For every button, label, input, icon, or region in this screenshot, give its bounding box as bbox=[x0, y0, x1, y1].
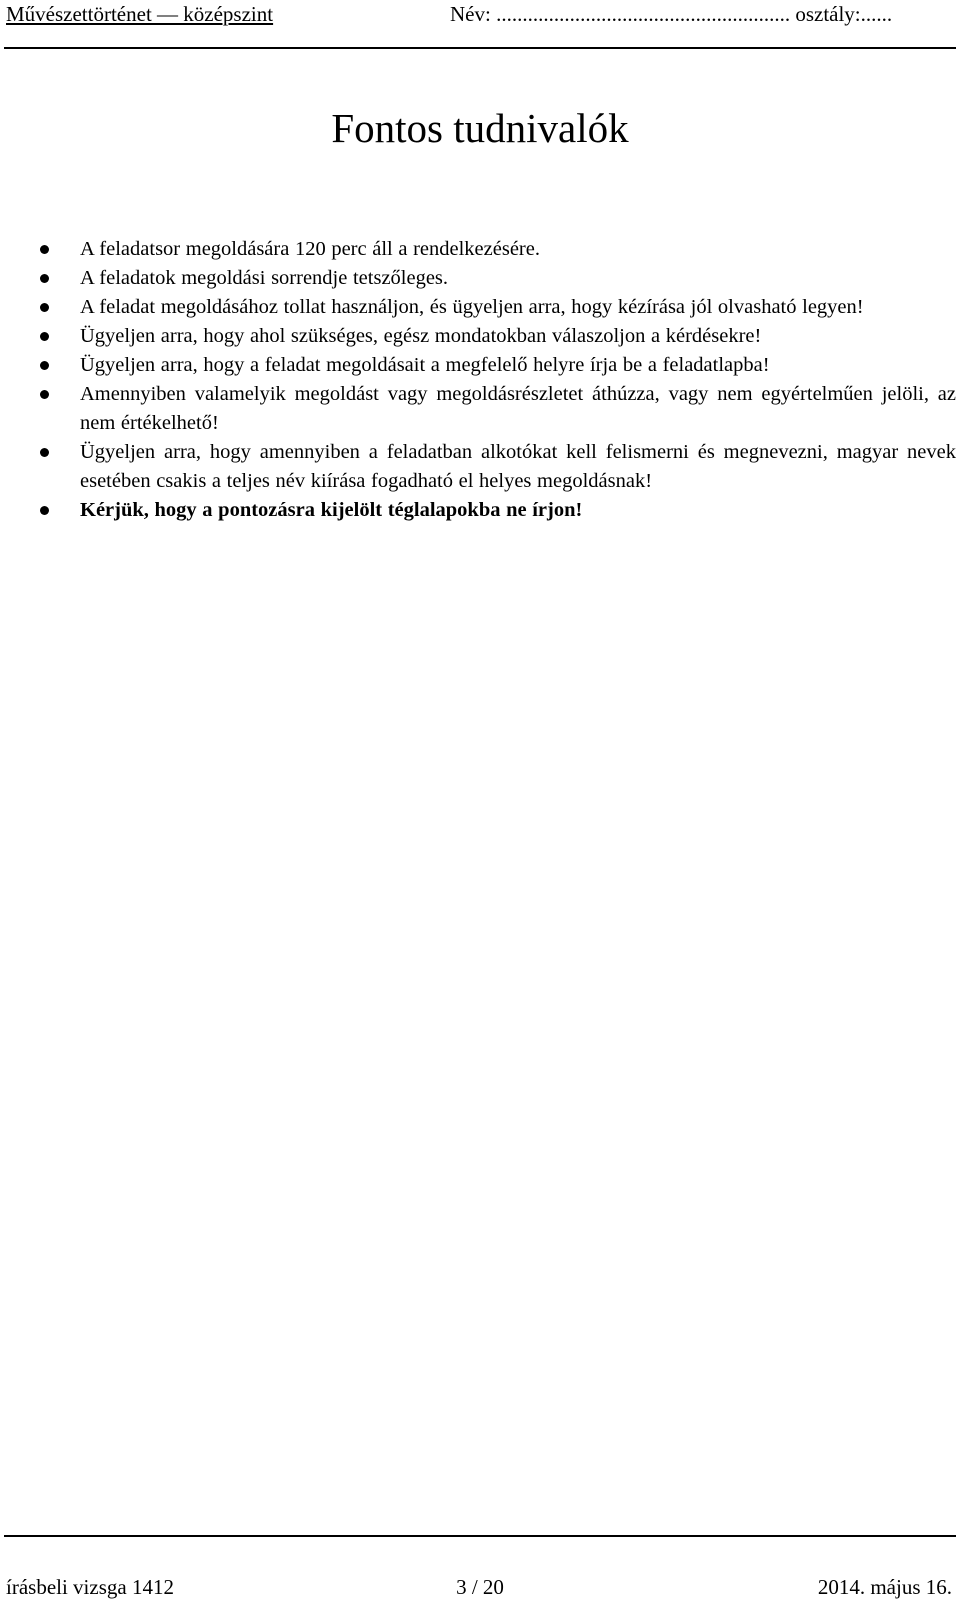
bullet-icon bbox=[40, 390, 49, 399]
header-subject: Művészettörténet — középszint bbox=[6, 2, 274, 26]
page-header bbox=[0, 0, 960, 52]
bullet-icon bbox=[40, 303, 49, 312]
notes-list bbox=[36, 235, 956, 525]
bullet-icon bbox=[40, 506, 49, 515]
bullet-icon bbox=[40, 274, 49, 283]
footer-page-number: 3 / 20 bbox=[456, 1575, 504, 1599]
note-item bbox=[36, 351, 956, 380]
note-item bbox=[36, 264, 956, 293]
note-item bbox=[36, 235, 956, 264]
note-text: Kérjük, hogy a pontozásra kijelölt téglalapokba ne írjon! bbox=[80, 499, 583, 521]
page-title: Fontos tudnivalók bbox=[331, 105, 629, 151]
footer-date: 2014. május 16. bbox=[817, 1575, 952, 1599]
footer-rule bbox=[4, 1535, 956, 1537]
note-text: Ügyeljen arra, hogy amennyiben a feladatban alkotókat kell felismerni és megnevezni, magyar nevek esetében csakis a teljes név kiírása fogadható el helyes megoldásnak! bbox=[80, 441, 956, 492]
note-item-important bbox=[36, 496, 956, 525]
note-text: A feladatsor megoldására 120 perc áll a rendelkezésére. bbox=[80, 238, 540, 260]
bullet-icon bbox=[40, 361, 49, 370]
note-text: Amennyiben valamelyik megoldást vagy megoldásrészletet áthúzza, vagy nem egyértelműen jelöli, az nem értékelhető! bbox=[80, 383, 956, 434]
bullet-icon bbox=[40, 332, 49, 341]
note-text: Ügyeljen arra, hogy a feladat megoldásait a megfelelő helyre írja be a feladatlapba! bbox=[80, 354, 770, 376]
note-item bbox=[36, 380, 956, 438]
note-text: A feladatok megoldási sorrendje tetszőleges. bbox=[80, 267, 449, 289]
note-item bbox=[36, 293, 956, 322]
note-text: A feladat megoldásához tollat használjon, és ügyeljen arra, hogy kézírása jól olvasható legyen! bbox=[80, 296, 864, 318]
bullet-icon bbox=[40, 448, 49, 457]
bullet-icon bbox=[40, 245, 49, 254]
note-text: Ügyeljen arra, hogy ahol szükséges, egész mondatokban válaszoljon a kérdésekre! bbox=[80, 325, 762, 347]
note-item bbox=[36, 438, 956, 496]
note-item bbox=[36, 322, 956, 351]
header-rule bbox=[4, 47, 956, 49]
footer-exam-id: írásbeli vizsga 1412 bbox=[6, 1575, 174, 1599]
header-name-class-field: Név: ........................................................ osztály:...... bbox=[450, 2, 893, 26]
